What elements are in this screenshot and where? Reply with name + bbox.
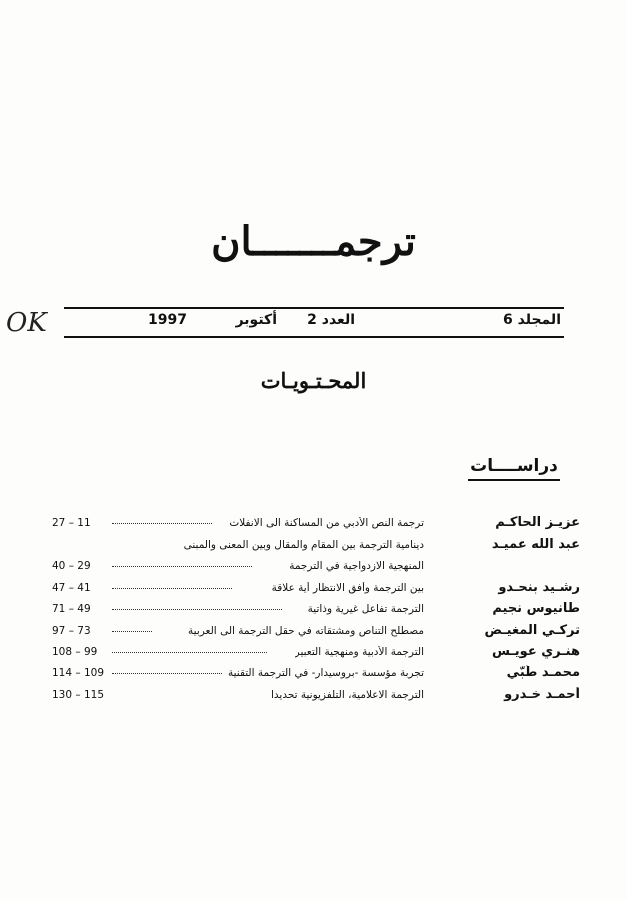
toc-leader-dots: [112, 673, 222, 674]
toc-leader-dots: [112, 652, 267, 653]
toc-author: رشـيد بنحـدو: [498, 580, 580, 595]
toc-title: مصطلح التناص ومشتقاته في حقل الترجمة الى العربية: [188, 625, 424, 637]
toc-entry: [52, 558, 580, 578]
toc-title: الترجمة الاعلامية، التلفزيونية تحديدا: [270, 689, 424, 701]
toc-author: عبد الله عميـد: [491, 537, 580, 552]
toc-entry: [52, 687, 580, 707]
toc-leader-dots: [112, 609, 282, 610]
toc-title: ترجمة النص الأدبي من المساكنة الى الانفلات: [229, 517, 424, 529]
toc-entry: [52, 644, 580, 664]
toc-pages: 97 – 73: [52, 625, 91, 637]
toc-entry: [52, 515, 580, 535]
toc-entry: [52, 601, 580, 621]
header-rule-bottom: [64, 336, 564, 338]
contents-heading: المحـتـويـات: [260, 368, 367, 393]
toc-author: عزيـز الحاكـم: [495, 515, 580, 530]
toc-entry: [52, 537, 580, 557]
toc-author: أحمـد خـدرو: [504, 687, 580, 702]
toc-leader-dots: [112, 523, 212, 524]
handwritten-ok-note: OK: [6, 308, 47, 338]
issue-month: أكتوبر: [235, 312, 277, 328]
toc-leader-dots: [112, 631, 152, 632]
toc-pages: 108 – 99: [52, 646, 98, 658]
toc-author: هنـري عويـس: [491, 644, 580, 659]
header-rule-top: [64, 307, 564, 309]
toc-leader-dots: [112, 566, 252, 567]
journal-title: ترجمـــــــان: [211, 218, 416, 265]
toc-leader-dots: [112, 588, 232, 589]
toc-title: الترجمة تفاعل غيرية وذاتية: [307, 603, 424, 615]
toc-entry: [52, 623, 580, 643]
toc-pages: 114 – 109: [52, 667, 105, 679]
issue-year: 1997: [148, 312, 187, 328]
toc-author: محمـد طُبّي: [506, 665, 580, 680]
toc-entry: [52, 665, 580, 685]
toc-pages: 71 – 49: [52, 603, 91, 615]
volume-label: المجلد 6: [503, 312, 561, 328]
toc-pages: 47 – 41: [52, 582, 91, 594]
toc-title: دينامية الترجمة بين المقام والمقال وبين المعنى والمبنى: [183, 539, 424, 551]
toc-pages: 130 – 115: [52, 689, 105, 701]
toc-entry: [52, 580, 580, 600]
toc-title: المنهجية الازدواجية في الترجمة: [289, 560, 424, 572]
toc-author: تركـي المغيـض: [484, 623, 580, 638]
toc-title: الترجمة الأدبية ومنهجية التعبير: [294, 646, 424, 658]
toc-title: بين الترجمة وأفق الانتظار أية علاقة: [271, 582, 424, 594]
toc-pages: 27 – 11: [52, 517, 91, 529]
section-heading-studies: دراســــات: [468, 456, 560, 481]
toc-author: طانيوس نجيم: [492, 601, 580, 616]
toc-pages: 40 – 29: [52, 560, 91, 572]
issue-number-label: العدد 2: [307, 312, 355, 328]
toc-title: تجربة مؤسسة -بروسيدار- في الترجمة التقنية: [227, 667, 424, 679]
